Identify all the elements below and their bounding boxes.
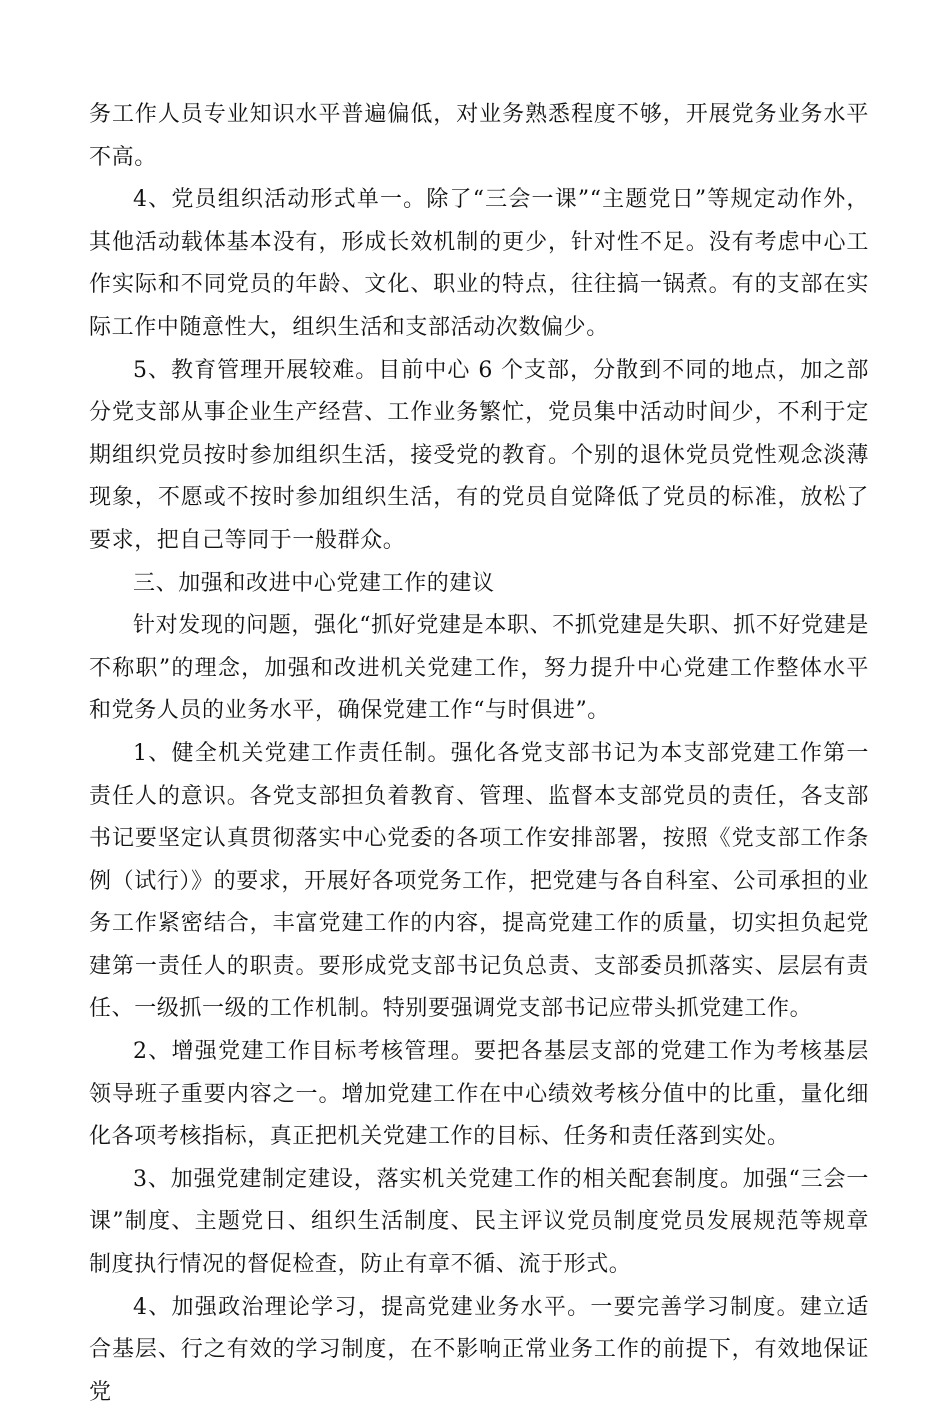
- paragraph-suggestions-intro: 针对发现的问题，强化“抓好党建是本职、不抓党建是失职、抓不好党建是不称职”的理念，加强和改进机关党建工作，努力提升中心党建工作整体水平和党务人员的业务水平，确保党建工作“与时俱进”。: [89, 613, 869, 724]
- document-body: [89, 94, 869, 1414]
- paragraph-suggestion-4: 4、加强政治理论学习，提高党建业务水平。一要完善学习制度。建立适合基层、行之有效的学习制度，在不影响正常业务工作的前提下，有效地保证党: [89, 1294, 869, 1405]
- paragraph-item-5-education: 5、教育管理开展较难。目前中心 6 个支部，分散到不同的地点，加之部分党支部从事企业生产经营、工作业务繁忙，党员集中活动时间少，不利于定期组织党员按时参加组织生活，接受党的教育。个别的退休党员党性观念淡薄现象，不愿或不按时参加组织生活，有的党员自觉降低了党员的标准，放松了要求，把自己等同于一般群众。: [89, 357, 869, 553]
- paragraph-suggestion-3: 3、加强党建制定建设，落实机关党建工作的相关配套制度。加强“三会一课”制度、主题党日、组织生活制度、民主评议党员制度党员发展规范等规章制度执行情况的督促检查，防止有章不循、流于形式。: [89, 1166, 869, 1278]
- section-heading-suggestions: 三、加强和改进中心党建工作的建议: [133, 570, 495, 596]
- paragraph-suggestion-1: 1、健全机关党建工作责任制。强化各党支部书记为本支部党建工作第一责任人的意识。各党支部担负着教育、管理、监督本支部党员的责任，各支部书记要坚定认真贯彻落实中心党委的各项工作安排部署，按照《党支部工作条例（试行）》的要求，开展好各项党务工作，把党建与各自科室、公司承担的业务工作紧密结合，丰富党建工作的内容，提高党建工作的质量，切实担负起党建第一责任人的职责。要形成党支部书记负总责、支部委员抓落实、层层有责任、一级抓一级的工作机制。特别要强调党支部书记应带头抓党建工作。: [89, 740, 870, 1022]
- paragraph-item-4-activities: 4、党员组织活动形式单一。除了“三会一课”“主题党日”等规定动作外，其他活动载体基本没有，形成长效机制的更少，针对性不足。没有考虑中心工作实际和不同党员的年龄、文化、职业的特点，往往搞一锅煮。有的支部在实际工作中随意性大，组织生活和支部活动次数偏少。: [89, 187, 869, 340]
- paragraph-continuation: 务工作人员专业知识水平普遍偏低，对业务熟悉程度不够，开展党务业务水平不高。: [89, 102, 869, 170]
- paragraph-suggestion-2: 2、增强党建工作目标考核管理。要把各基层支部的党建工作为考核基层领导班子重要内容之一。增加党建工作在中心绩效考核分值中的比重，量化细化各项考核指标，真正把机关党建工作的目标、任务和责任落到实处。: [89, 1039, 869, 1150]
